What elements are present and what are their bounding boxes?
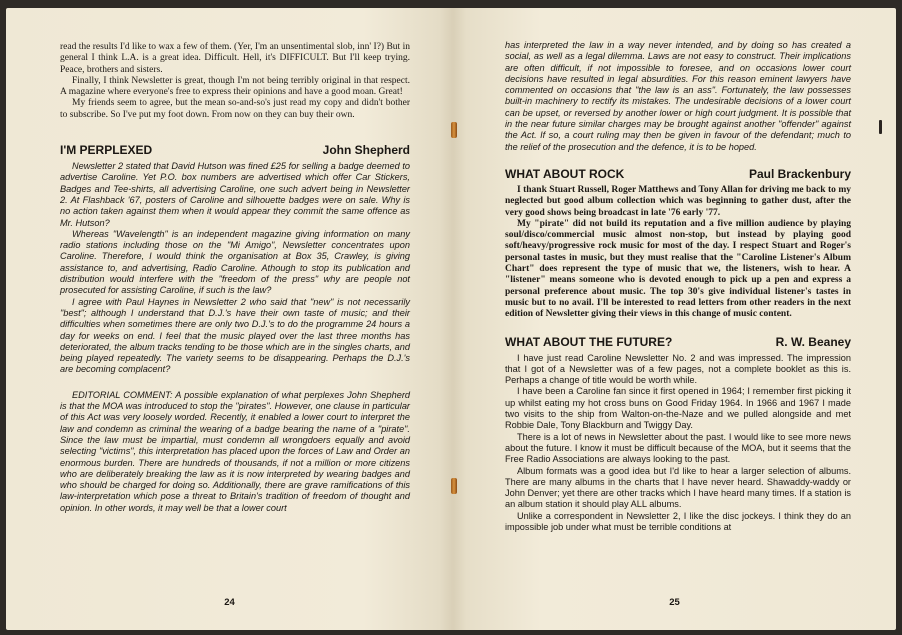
- right-column: [505, 40, 851, 533]
- page-number-left: 24: [224, 597, 235, 608]
- intro-paragraph-2: Finally, I think Newsletter is great, though I'm not being terribly original in that respect. A magazine where everyone's free to express their opinions and have a good moan. Great!: [60, 75, 410, 98]
- left-column: [60, 42, 410, 514]
- intro-paragraph-1: read the results I'd like to wax a few of them. (Yer, I'm an unsentimental slob, inn' I?) But in general I think L.A. is a great idea. Difficult. Hell, it's DIFFICULT. But I'll keep trying. Peace, brothers and sisters.: [60, 42, 410, 75]
- future-paragraph-3: There is a lot of news in Newsletter about the past. I would like to see more news about the future. I know it must be difficult because of the MOA, but it seems that the Free Radio Associations are always looking to the past.: [505, 431, 851, 465]
- rock-author: Paul Brackenbury: [748, 166, 851, 181]
- ink-mark: [879, 120, 882, 134]
- perplexed-paragraph-1: Newsletter 2 stated that David Hutson was fined £25 for selling a badge deemed to advertise Caroline. Yet P.O. box numbers are advertised which offer Car Stickers, Badges and Tee-shirts, all advertising Caroline, one such advert being in Newsletter 2. At Flashback '67, posters of Caroline and silhouette badges were on sale. Why is no action taken against them when it would appear they commit the same offence as Mr. Hutson?: [60, 161, 410, 228]
- future-paragraph-4: Album formats was a good idea but I'd like to hear a larger selection of albums. There are many albums in the charts that I have never heard. Shawaddy-waddy or John Denver; yet there are other tracks which I have heard many times. If a station is an album station it should play ALL albums.: [505, 465, 851, 510]
- rock-title: WHAT ABOUT ROCK: [505, 166, 625, 181]
- perplexed-author: John Shepherd: [322, 143, 410, 158]
- future-heading: [505, 335, 851, 349]
- perplexed-paragraph-3: I agree with Paul Haynes in Newsletter 2 who said that "new" is not necessarily "best"; although I understand that D.J.'s have their own taste of music; and their difficulties when sometimes there are only two D.J.'s to do the programme 24 hours a day for weeks on end. I feel that the music played over the last three months has deteriorated, the album tracks tending to be those which are in the singles charts, and being played repeatedly. The variety seems to be disappearing. Perhaps the D.J.'s are becoming complacent?: [60, 296, 410, 375]
- future-paragraph-5: Unlike a correspondent in Newsletter 2, I like the disc jockeys. I think they do an impossible job under what must be terrible conditions at: [505, 510, 851, 532]
- staple-bottom: [451, 478, 457, 494]
- right-page: [453, 8, 896, 630]
- perplexed-heading: [60, 143, 410, 157]
- editorial-continuation: has interpreted the law in a way never intended, and by doing so has created a social, as well as a legal dilemma. Laws are not easy to construct. Their implications are often difficult, if not impossible to foresee, and on occasions lower court decisions have resulted in legal absurdities. For this reason eminent lawyers have commented on occasions that "the law is an ass". Fortunately, the law possesses built-in machinery to rectify its mistakes. The undesirable decisions of a lower court can be upset, or reversed by another lower or high court judgment. It is possible that in the near future similar charges may be brought against another "offender" against the Act. If so, a court ruling may then be given in favour of the defendant; much to the relief of the prosecution and the defence, it is to be hoped.: [505, 40, 851, 152]
- editorial-comment: EDITORIAL COMMENT: A possible explanation of what perplexes John Shepherd is that the MOA was introduced to stop the "pirates". However, one clause in particular of this Act was very loosely worded. Recently, it enabled a lower court to interpret the law and condemn as criminal the wearing of a badge bearing the name of a "pirate". Since the law must be impartial, must condemn all wrongdoers equally and avoid selecting "victims", this interpretation has placed upon the forces of Law and Order an enormous burden. There are hundreds of thousands, if not a million or more citizens who are deliberately breaking the law as it is now interpreted by wearing badges and who should be charged for doing so. Additionally, there are grave ramifications of this law-interpretation which pose a threat to Britain's tradition of freedom of thought and opinion. In other words, it may well be that a lower court: [60, 389, 410, 513]
- intro-paragraph-3: My friends seem to agree, but the mean so-and-so's just read my copy and didn't bother to subscribe. So I've put my foot down. From now on they can buy their own.: [60, 98, 410, 120]
- staple-top: [451, 122, 457, 138]
- future-paragraph-1: I have just read Caroline Newsletter No. 2 and was impressed. The impression that I got of a Newsletter was of a few pages, not a complete booklet as this is. Perhaps a change of title would be worth while.: [505, 352, 851, 386]
- future-title: WHAT ABOUT THE FUTURE?: [505, 334, 673, 349]
- perplexed-title: I'M PERPLEXED: [60, 143, 153, 158]
- future-author: R. W. Beaney: [775, 334, 851, 349]
- future-paragraph-2: I have been a Caroline fan since it first opened in 1964; I remember first picking it up whilst eating my hot cross buns on Good Friday 1964. In 1966 and 1967 I made two visits to the ship from Walton-on-the-Naze and we pulled alongside and met Robbie Dale, Tony Blackburn and Twiggy Day.: [505, 386, 851, 431]
- rock-paragraph-2: My "pirate" did not build its reputation and a five million audience by playing soul/disco/commercial music almost non-stop, but instead by playing good soft/heavy/progressive rock music for most of the day. I respect Stuart and Roger's personal tastes in music, but they must realise that the "Caroline Listener's Album Chart" does represent the type of music that we, the listeners, wish to hear. A "listener" means someone who is devoted enough to pick up a pen and express a personal preference about music. The top 30's give individual listener's tastes in music but to no avail. I'll be interested to read letters from other readers in the next edition of Newsletter giving their views in this change of music content.: [505, 218, 851, 320]
- rock-paragraph-1: I thank Stuart Russell, Roger Matthews and Tony Allan for driving me back to my neglected but good album collection which was beginning to gather dust, after the very good shows being broadcast in late '76 early '77.: [505, 184, 851, 218]
- rock-heading: [505, 167, 851, 181]
- spacer: [60, 376, 410, 390]
- perplexed-paragraph-2: Whereas "Wavelength" is an independent magazine giving information on many radio stations including those on the "Mi Amigo", Newsletter concentrates upon Caroline. Therefore, I would think the organisation at Box 35, Crawley, is giving assistance to, and advertising, Radio Caroline. Athough to stop its publication and distribution would interfere with the "freedom of the press" why are people not prosecuted for assisting Caroline, if such is the law?: [60, 228, 410, 296]
- page-number-right: 25: [669, 597, 680, 608]
- left-page: [6, 8, 453, 630]
